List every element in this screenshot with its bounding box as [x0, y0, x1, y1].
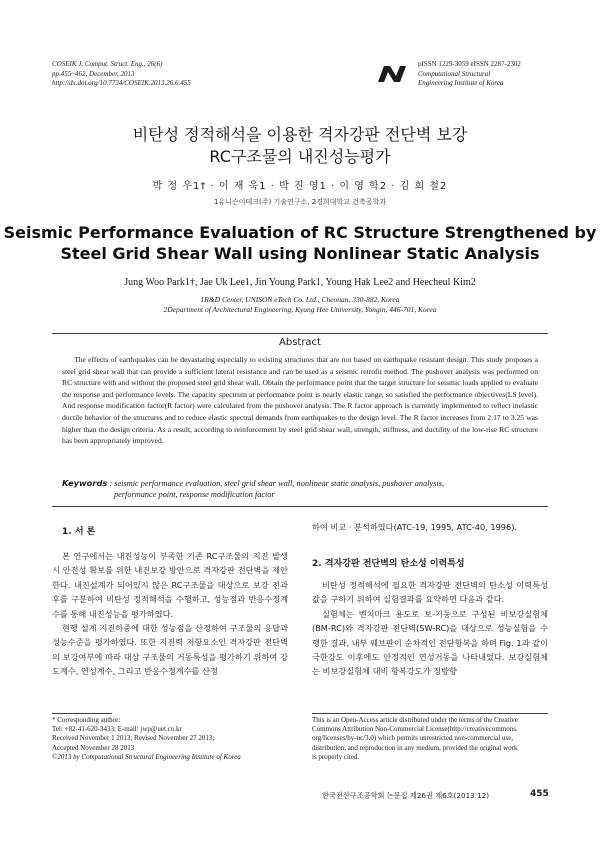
section1-paragraph-1: 본 연구에서는 내진성능이 부족한 기존 RC구조물의 지진 발생 시 안전성 확보를 위한 내진보강 방안으로 격자강판 전단벽을 제안한다. 내진설계가 되어있지 않은 RC구조물을 대상으로 보강 전과 후를 구분하여 비탄성 정적해석을 수행하고, 성능점과 반응수정계수를 통해 내진성능을 평가하였다. [52, 551, 288, 619]
authors-english: Jung Woo Park1†, Jae Uk Lee1, Jin Young Park1, Young Hak Lee2 and Heecheul Kim2 [124, 277, 476, 288]
journal-logo-icon [376, 64, 408, 84]
keywords-line2: performance point, response modification factor [114, 490, 275, 499]
keywords-label: Keywords [62, 478, 108, 488]
authors-korean: 박 정 우1† · 이 재 욱1 · 박 진 영1 · 이 영 학2 · 김 희 철2 [152, 181, 448, 192]
footnote-right [312, 716, 518, 762]
affiliations-korean: 1유니슨이테크(주) 기술연구소, 2경희대학교 건축공학과 [213, 198, 387, 206]
journal-header-left [52, 60, 191, 89]
footnote-rule-right [312, 713, 548, 714]
license-line-3: org/licenses/by-nc/3.0) which permits unrestricted non-commercial use, [312, 734, 514, 743]
section2-paragraph-2: 실험체는 벤치마크 용도로 보-기둥으로 구성된 비보강실험체(BM-RC)와 격자강판 전단벽(SW-RC)을 대상으로 성능실험을 수행한 결과, 내부 웨브판이 순차적인 전단항복을 하며 Fig. 1과 같이 극한강도 이후에도 안정적인 연성거동을 나타내었다. 보강실험체는 비보강실험체 대비 항복강도가 정방향 [312, 608, 548, 677]
abstract-text: The effects of earthquakes can be devastating especially to existing structures that are not based on earthquake resistant design. This study proposes a steel grid shear wall that can provide a sufficient lateral resistance and can be used as a seismic retrofit method. The pushover analysis was performed on RC structure with and without the proposed steel grid shear wall. Obtain the performance point that the target structure for seismic loads applied to evaluate the response and performance levels. The capacity spectrum at performance point is nearly elastic range, so satisfied the performance objectives(LS level). And response modification factor(R factor) were calculated from the pushover analysis. The R factor approach is currently implemented to reflect inelastic ductile behavior of the structures and to reduce elastic spectral demands from earthquakes to the design level. The R factor increases from 2.17 to 3.25 was higher than the design criteria. As a result, according to reinforcement by steel grid shear wall, strength, stiffness, and ductility of the low-rise RC structure has been appropriately improved. [62, 355, 538, 446]
title-english-line1: Seismic Performance Evaluation of RC Structure Strengthened by [3, 223, 597, 242]
header-issn-line: pISSN 1229-3059 eISSN 2287-2302 [418, 60, 521, 68]
header-pages-line: pp.455~462, December, 2013 [52, 69, 135, 78]
license-line-4: distribution, and reproduction in any medium, provided the original work [312, 743, 518, 752]
footnote-left [52, 716, 241, 762]
footnote-corresponding: * Corresponding author: [52, 716, 121, 724]
keywords-line1: : seismic performance evaluation, steel grid shear wall, nonlinear static analysis, pushover analysis, [109, 479, 445, 488]
footnote-copyright: ©2013 by Computational Structural Engineering Institute of Korea [52, 752, 241, 761]
keywords-bottom-rule [52, 506, 548, 507]
header-journal-line: COSEIK J. Comput. Struct. Eng., 26(6) [52, 60, 163, 68]
section2-heading: 2. 격자강판 전단벽의 탄소성 이력특성 [312, 559, 465, 569]
header-doi-line: http://dx.doi.org/10.7734/COSEIK.2013.26.6.455 [52, 79, 191, 87]
affiliation-english-2: 2Department of Architectural Engineering, Kyung Hee University, Yongin, 446-701, Korea [163, 305, 437, 314]
footnote-accepted: Accepted November 28 2013 [52, 743, 135, 752]
header-publisher-line2: Engineering Institute of Korea [418, 79, 504, 87]
footnote-rule-left [52, 713, 112, 714]
section2-body [312, 578, 548, 679]
license-line-1: This is an Open-Access article distributed under the terms of the Creative [312, 716, 518, 724]
footnote-contact: Tel: +82-41-620-3433; E-mail: jwp@uet.co.kr [52, 725, 182, 734]
title-english-line2: Steel Grid Shear Wall using Nonlinear Static Analysis [60, 244, 540, 263]
right-column-continuation: 하여 비교 · 분석하였다(ATC-19, 1995, ATC-40, 1996). [312, 522, 518, 532]
section2-paragraph-1: 비탄성 정적해석에 필요한 격자강판 전단벽의 탄소성 이력특성값을 구하기 위하여 실험결과를 요약하면 다음과 같다. [312, 580, 548, 605]
footnote-received: Received November 1 2013; Revised November 27 2013; [52, 734, 215, 743]
title-korean-line2: RC구조물의 내진성능평가 [209, 147, 391, 166]
affiliation-english-1: 1R&D Center, UNISON eTech Co. Ltd., Cheonan, 330-882, Korea [200, 295, 400, 304]
license-line-2: Commons Attribution Non-Commercial License(http://creativecommons. [312, 725, 518, 734]
page-number: 455 [530, 789, 549, 799]
abstract-heading: Abstract [279, 337, 321, 348]
title-korean-line1: 비탄성 정적해석을 이용한 격자강판 전단벽 보강 [132, 125, 468, 144]
section1-body [52, 549, 288, 679]
section1-heading: 1. 서 론 [62, 527, 96, 537]
journal-header-right [418, 60, 521, 89]
header-publisher-line1: Computational Structural [418, 69, 491, 78]
footer-journal: 한국전산구조공학회 논문집 제26권 제6호(2013.12) [322, 791, 489, 800]
abstract-top-rule [52, 333, 548, 334]
license-line-5: is properly cited. [312, 752, 360, 761]
keywords-block [62, 478, 538, 500]
section1-paragraph-2: 현행 설계 지진하중에 대한 성능점을 산정하여 구조물의 응답과 성능수준을 평가하였다. 또한 지진력 저항요소인 격자강판 전단벽의 보강여부에 따라 대상 구조물의 거동특성을 평가하기 위하여 강도계수, 연성계수, 그리고 반응수정계수를 산정 [52, 623, 288, 677]
